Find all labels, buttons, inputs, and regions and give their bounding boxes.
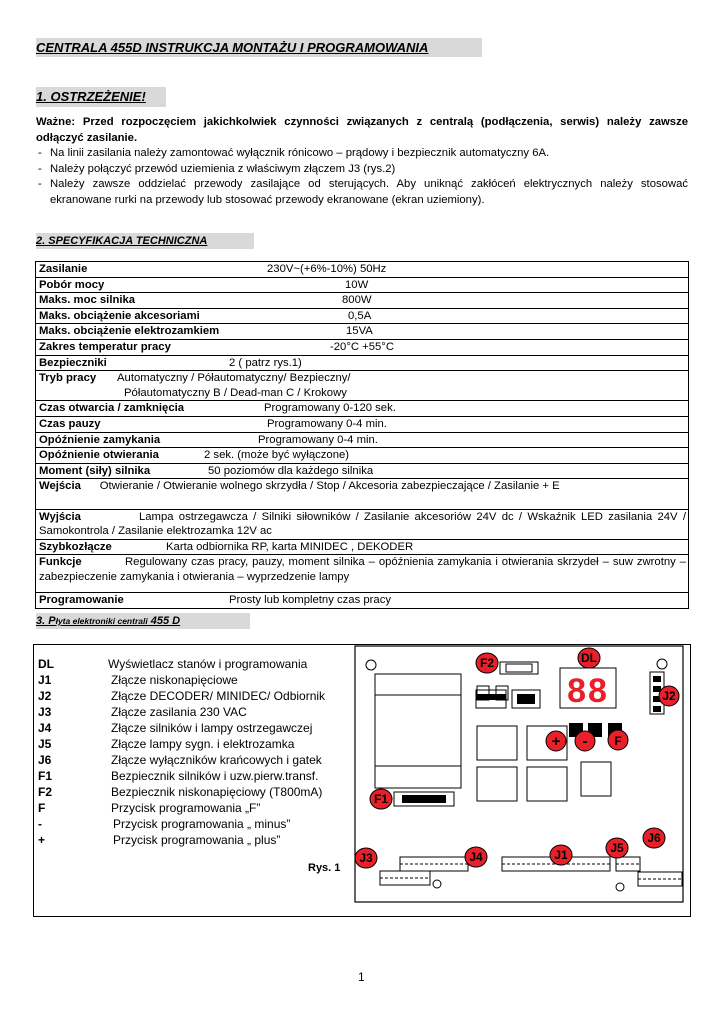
spec-value: 2 ( patrz rys.1) bbox=[229, 356, 302, 369]
spec-value: -20°C +55°C bbox=[330, 340, 394, 353]
control-board-diagram bbox=[352, 642, 686, 910]
spec-label: Maks. moc silnika bbox=[39, 294, 136, 307]
spec-label: Tryb pracy bbox=[39, 372, 97, 385]
spec-label: Zasilanie bbox=[39, 263, 88, 275]
legend-desc: Przycisk programowania „F” bbox=[111, 801, 261, 815]
spec-label: Pobór mocy bbox=[39, 278, 105, 291]
important-note: Ważne: Przed rozpoczęciem jakichkolwiek czynności związanych z centralą (podłączenia, serwis) należy zawsze odłączyć zasilanie. bbox=[36, 116, 688, 144]
j1-label: J1 bbox=[554, 848, 568, 862]
spec-row bbox=[36, 540, 688, 556]
legend-key: - bbox=[38, 817, 42, 831]
component-detail bbox=[476, 694, 506, 700]
spec-value: Karta odbiornika RP, karta MINIDEC , DEKODER bbox=[166, 540, 414, 553]
spec-row bbox=[36, 417, 688, 433]
legend-desc: Przycisk programowania „ plus” bbox=[113, 833, 281, 847]
spec-label: Programowanie bbox=[39, 594, 124, 607]
j3-label: J3 bbox=[359, 851, 373, 865]
spec-value: Programowany 0-4 min. bbox=[267, 417, 387, 430]
spec-label: Bezpieczniki bbox=[39, 356, 107, 369]
spec-row bbox=[36, 278, 688, 294]
section-3-smallcaps: łyta elektroniki centrali bbox=[55, 616, 148, 626]
legend-key: + bbox=[38, 833, 46, 847]
spec-value: Automatyczny / Półautomatyczny/ Bezpieczny/ bbox=[117, 372, 351, 385]
spec-row bbox=[36, 448, 688, 464]
warning-text bbox=[36, 115, 688, 208]
spec-label: Maks. obciążenie elektrozamkiem bbox=[39, 325, 220, 338]
spec-row bbox=[36, 293, 688, 309]
spec-label: Czas otwarcia / zamknięcia bbox=[39, 402, 185, 415]
legend-key: J1 bbox=[38, 673, 52, 687]
spec-value: Lampa ostrzegawcza / Silniki siłowników / Zasilanie akcesoriów 24V dc / Wskaźnik LED zasilania 24V / Samokontrola / Zasilanie elektrozamka 12V ac bbox=[39, 510, 686, 538]
legend-key: F bbox=[38, 801, 46, 815]
section-3-model: 455 D bbox=[147, 615, 181, 627]
warning-item: - Na linii zasilania należy zamontować wyłącznik rónicowo – prądowy i bezpiecznik automatyczny 6A. bbox=[36, 146, 688, 162]
spec-label: Moment (siły) silnika bbox=[39, 464, 151, 477]
legend-key: DL bbox=[38, 657, 54, 671]
spec-label: Zakres temperatur pracy bbox=[39, 340, 171, 353]
warning-list bbox=[36, 146, 688, 208]
spec-label: Wyjścia bbox=[39, 510, 81, 523]
spec-value: Programowany 0-4 min. bbox=[258, 433, 378, 446]
spec-label: Opóźnienie zamykania bbox=[39, 433, 161, 446]
legend-desc: Bezpiecznik silników i uzw.pierw.transf. bbox=[111, 769, 319, 783]
spec-value: 50 poziomów dla każdego silnika bbox=[208, 464, 374, 477]
legend-desc: Złącze DECODER/ MINIDEC/ Odbiornik bbox=[111, 689, 326, 703]
f1-fuse bbox=[402, 795, 446, 803]
j6-label: J6 bbox=[647, 831, 661, 845]
display-digits: 88 bbox=[567, 672, 609, 710]
spec-value: 230V~(+6%-10%) 50Hz bbox=[267, 263, 387, 275]
spec-value-line2: Półautomatyczny B / Dead-man C / Krokowy bbox=[124, 386, 347, 399]
spec-full-text bbox=[39, 479, 688, 494]
legend-key: J6 bbox=[38, 753, 52, 767]
legend-key: J2 bbox=[38, 689, 52, 703]
legend-key: F1 bbox=[38, 769, 53, 783]
spec-row bbox=[36, 262, 688, 278]
spec-label: Czas pauzy bbox=[39, 417, 101, 430]
spec-row bbox=[36, 555, 688, 593]
spec-row bbox=[36, 593, 688, 608]
spec-label: Funkcje bbox=[39, 556, 82, 569]
warning-item: - Należy zawsze oddzielać przewody zasilające od sterujących. Aby uniknąć zakłóceń elektrycznych należy stosować ekranowane rurki na przewody lub stosować przewody ekranowane (ekran uziemiony). bbox=[36, 177, 688, 208]
f-label: F bbox=[614, 734, 622, 748]
legend-key: J3 bbox=[38, 705, 52, 719]
page-number: 1 bbox=[358, 970, 365, 984]
section-3-initial: P bbox=[48, 615, 56, 627]
spec-value: 15VA bbox=[346, 325, 373, 338]
spec-label: Wejścia bbox=[39, 480, 81, 493]
spec-label: Szybkozłącze bbox=[39, 540, 112, 553]
spec-row bbox=[36, 324, 688, 340]
legend-desc: Złącze silników i lampy ostrzegawczej bbox=[111, 721, 313, 735]
spec-value: Programowany 0-120 sek. bbox=[264, 402, 396, 415]
pin bbox=[653, 706, 661, 712]
spec-row bbox=[36, 371, 688, 401]
warning-item: - Należy połączyć przewód uziemienia z właściwym złączem J3 (rys.2) bbox=[36, 162, 688, 178]
component-detail bbox=[517, 694, 535, 704]
spec-value: Regulowany czas pracy, pauzy, moment silnika – opóźnienia zamykania i otwierania skrzydeł – suw zwrotny – zabezpieczenie zamykania i otwierania – wyprzedzenie lampy bbox=[39, 556, 686, 583]
j5-label: J5 bbox=[610, 841, 624, 855]
spec-label: Opóźnienie otwierania bbox=[39, 449, 159, 462]
legend-key: J5 bbox=[38, 737, 52, 751]
spec-row bbox=[36, 510, 688, 540]
f2-fuse bbox=[506, 664, 532, 672]
legend-desc: Złącze wyłączników krańcowych i gatek bbox=[111, 753, 322, 767]
spec-full-text bbox=[39, 510, 688, 539]
legend-desc: Wyświetlacz stanów i programowania bbox=[108, 657, 308, 671]
legend-desc: Bezpiecznik niskonapięciowy (T800mA) bbox=[111, 785, 323, 799]
spec-row bbox=[36, 309, 688, 325]
figure-caption: Rys. 1 bbox=[308, 862, 341, 874]
pin bbox=[653, 676, 661, 682]
legend-desc: Przycisk programowania „ minus” bbox=[113, 817, 291, 831]
spec-value: Otwieranie / Otwieranie wolnego skrzydła / Stop / Akcesoria zabezpieczające / Zasilanie + E bbox=[99, 480, 560, 493]
j4-label: J4 bbox=[469, 850, 483, 864]
j2-label: J2 bbox=[662, 689, 676, 703]
spec-row bbox=[36, 433, 688, 449]
f1-label: F1 bbox=[373, 792, 389, 806]
f2-label: F2 bbox=[479, 656, 495, 670]
spec-table bbox=[35, 261, 689, 609]
legend-desc: Złącze lampy sygn. i elektrozamka bbox=[111, 737, 295, 751]
legend-desc: Złącze zasilania 230 VAC bbox=[111, 705, 247, 719]
spec-row bbox=[36, 479, 688, 509]
section-1-heading: 1. OSTRZEŻENIE! bbox=[36, 87, 166, 107]
section-3-number: 3. bbox=[36, 615, 49, 627]
spec-value: 2 sek. (może być wyłączone) bbox=[204, 449, 350, 462]
dl-label: DL bbox=[581, 651, 597, 665]
spec-value: Prosty lub kompletny czas pracy bbox=[229, 594, 391, 607]
document-title: CENTRALA 455D INSTRUKCJA MONTAŻU I PROGRAMOWANIA bbox=[36, 38, 482, 57]
section-2-heading: 2. SPECYFIKACJA TECHNICZNA bbox=[36, 233, 254, 249]
spec-full-text bbox=[39, 555, 688, 584]
spec-value: 800W bbox=[342, 294, 372, 307]
spec-label: Maks. obciążenie akcesoriami bbox=[39, 309, 200, 322]
spec-row bbox=[36, 340, 688, 356]
legend-key: J4 bbox=[38, 721, 52, 735]
spec-row bbox=[36, 464, 688, 480]
legend-desc: Złącze niskonapięciowe bbox=[111, 673, 238, 687]
spec-row bbox=[36, 356, 688, 372]
spec-value: 10W bbox=[345, 278, 369, 291]
spec-value: 0,5A bbox=[348, 309, 372, 322]
minus-label: - bbox=[582, 733, 588, 750]
legend-key: F2 bbox=[38, 785, 53, 799]
spec-row bbox=[36, 401, 688, 417]
section-3-heading bbox=[36, 613, 250, 629]
plus-label: + bbox=[551, 733, 561, 750]
